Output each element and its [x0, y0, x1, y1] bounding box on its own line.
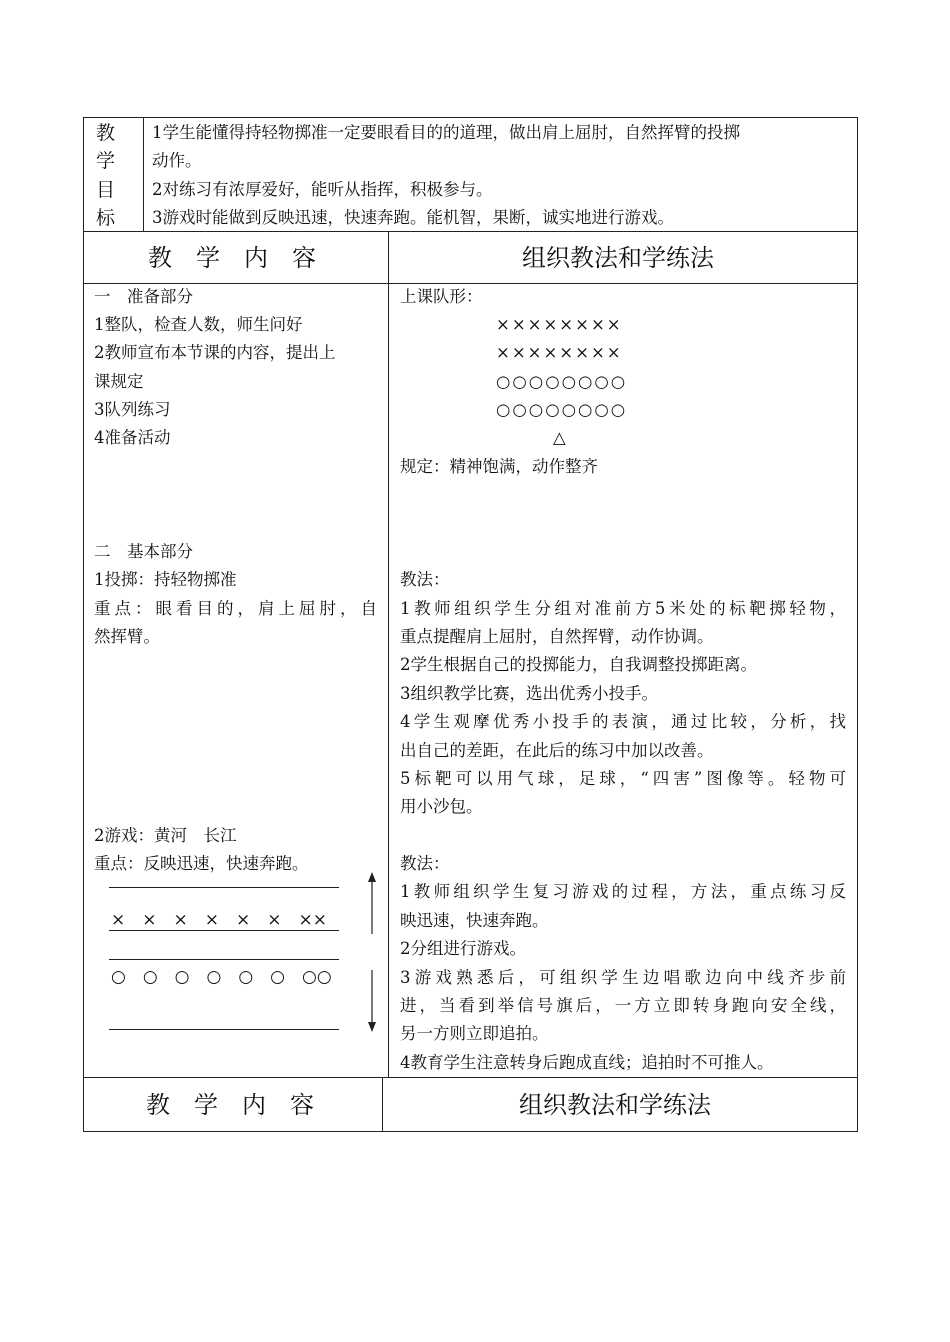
game-method-line: 映迅速，快速奔跑。 [400, 911, 549, 930]
header-teaching-method-repeat: 组织教法和学练法 [519, 1091, 711, 1119]
content-bottom-border [83, 1077, 858, 1078]
objectives-label-char: 目 [96, 179, 116, 201]
throw-key-point-cont: 然挥臂。 [94, 627, 160, 646]
section-title-prep: 一 准备部分 [94, 287, 193, 306]
game-method-line: 进，当看到举信号旗后，一方立即转身跑向安全线， [400, 996, 846, 1015]
header-teaching-method: 组织教法和学练法 [522, 244, 714, 272]
throw-method-line: 4学生观摩优秀小投手的表演，通过比较，分析，找 [400, 712, 846, 731]
safety-line-bottom [109, 1029, 339, 1030]
arrow-down-icon [362, 970, 382, 1032]
formation-row-students-o: ○○○○○○○○ [496, 372, 628, 391]
game-title: 2游戏：黄河 长江 [94, 826, 237, 845]
objectives-label-char: 学 [96, 150, 116, 172]
formation-rule: 规定：精神饱满，动作整齐 [400, 457, 598, 476]
formation-row-students-x: ×××××××× [496, 315, 623, 334]
throw-method-line: 出自己的差距，在此后的练习中加以改善。 [400, 741, 714, 760]
objective-line: 3游戏时能做到反映迅速，快速奔跑。能机智，果断，诚实地进行游戏。 [152, 208, 674, 227]
throw-method-line: 1教师组织学生分组对准前方5米处的标靶掷轻物， [400, 599, 846, 618]
column-divider [388, 231, 389, 1078]
table-bottom-border [83, 1131, 858, 1132]
table-left-border [83, 117, 84, 1132]
objectives-label-char: 教 [96, 122, 116, 144]
game-key-point: 重点：反映迅速，快速奔跑。 [94, 854, 309, 873]
formation-row-students-o: ○○○○○○○○ [496, 400, 628, 419]
throw-method-line: 5标靶可以用气球，足球，“四害”图像等。轻物可 [400, 769, 846, 788]
game-method-label: 教法： [400, 854, 450, 873]
prep-item: 1整队，检查人数，师生问好 [94, 315, 303, 334]
throw-method-label: 教法： [400, 570, 450, 589]
arrow-up-icon [362, 872, 382, 934]
throw-key-point: 重点：眼看目的，肩上屈肘，自 [94, 599, 377, 618]
throw-method-line: 3组织教学比赛，选出优秀小投手。 [400, 684, 658, 703]
teacher-triangle-icon: △ [553, 428, 568, 447]
throw-method-line: 2学生根据自己的投掷能力，自我调整投掷距离。 [400, 655, 757, 674]
team-line-x [109, 930, 339, 931]
objective-line: 1学生能懂得持轻物掷准一定要眼看目的的道理，做出肩上屈肘，自然挥臂的投掷 [152, 123, 740, 142]
prep-item: 课规定 [94, 372, 144, 391]
throw-title: 1投掷：持轻物掷准 [94, 570, 237, 589]
throw-method-line: 用小沙包。 [400, 797, 483, 816]
prep-item: 4准备活动 [94, 428, 171, 447]
prep-item: 2教师宣布本节课的内容，提出上 [94, 343, 336, 362]
game-method-line: 1教师组织学生复习游戏的过程，方法，重点练习反 [400, 882, 846, 901]
section-title-basic: 二 基本部分 [94, 542, 193, 561]
game-method-line: 2分组进行游戏。 [400, 939, 526, 958]
header-teaching-content: 教 学 内 容 [148, 244, 316, 272]
center-line [109, 959, 339, 960]
diagram-row-o: ○ ○ ○ ○ ○ ○ ○○ [111, 967, 332, 987]
header-teaching-content-repeat: 教 学 内 容 [146, 1091, 314, 1119]
objective-line: 动作。 [152, 151, 202, 170]
formation-row-students-x: ×××××××× [496, 343, 623, 362]
objective-line: 2对练习有浓厚爱好，能听从指挥，积极参与。 [152, 180, 493, 199]
game-method-line: 3游戏熟悉后，可组织学生边唱歌边向中线齐步前 [400, 968, 846, 987]
column-divider-lower [382, 1077, 383, 1132]
objectives-divider [143, 117, 144, 232]
safety-line-top [109, 887, 339, 888]
diagram-row-x: × × × × × × ×× [111, 910, 327, 930]
objectives-label-char: 标 [96, 207, 116, 229]
formation-label: 上课队形： [400, 287, 483, 306]
table-top-border [83, 117, 858, 118]
game-method-line: 另一方则立即追拍。 [400, 1024, 549, 1043]
throw-method-line: 重点提醒肩上屈肘，自然挥臂，动作协调。 [400, 627, 714, 646]
prep-item: 3队列练习 [94, 400, 171, 419]
table-right-border [857, 117, 858, 1132]
game-method-line: 4教育学生注意转身后跑成直线；追拍时不可推人。 [400, 1053, 774, 1072]
